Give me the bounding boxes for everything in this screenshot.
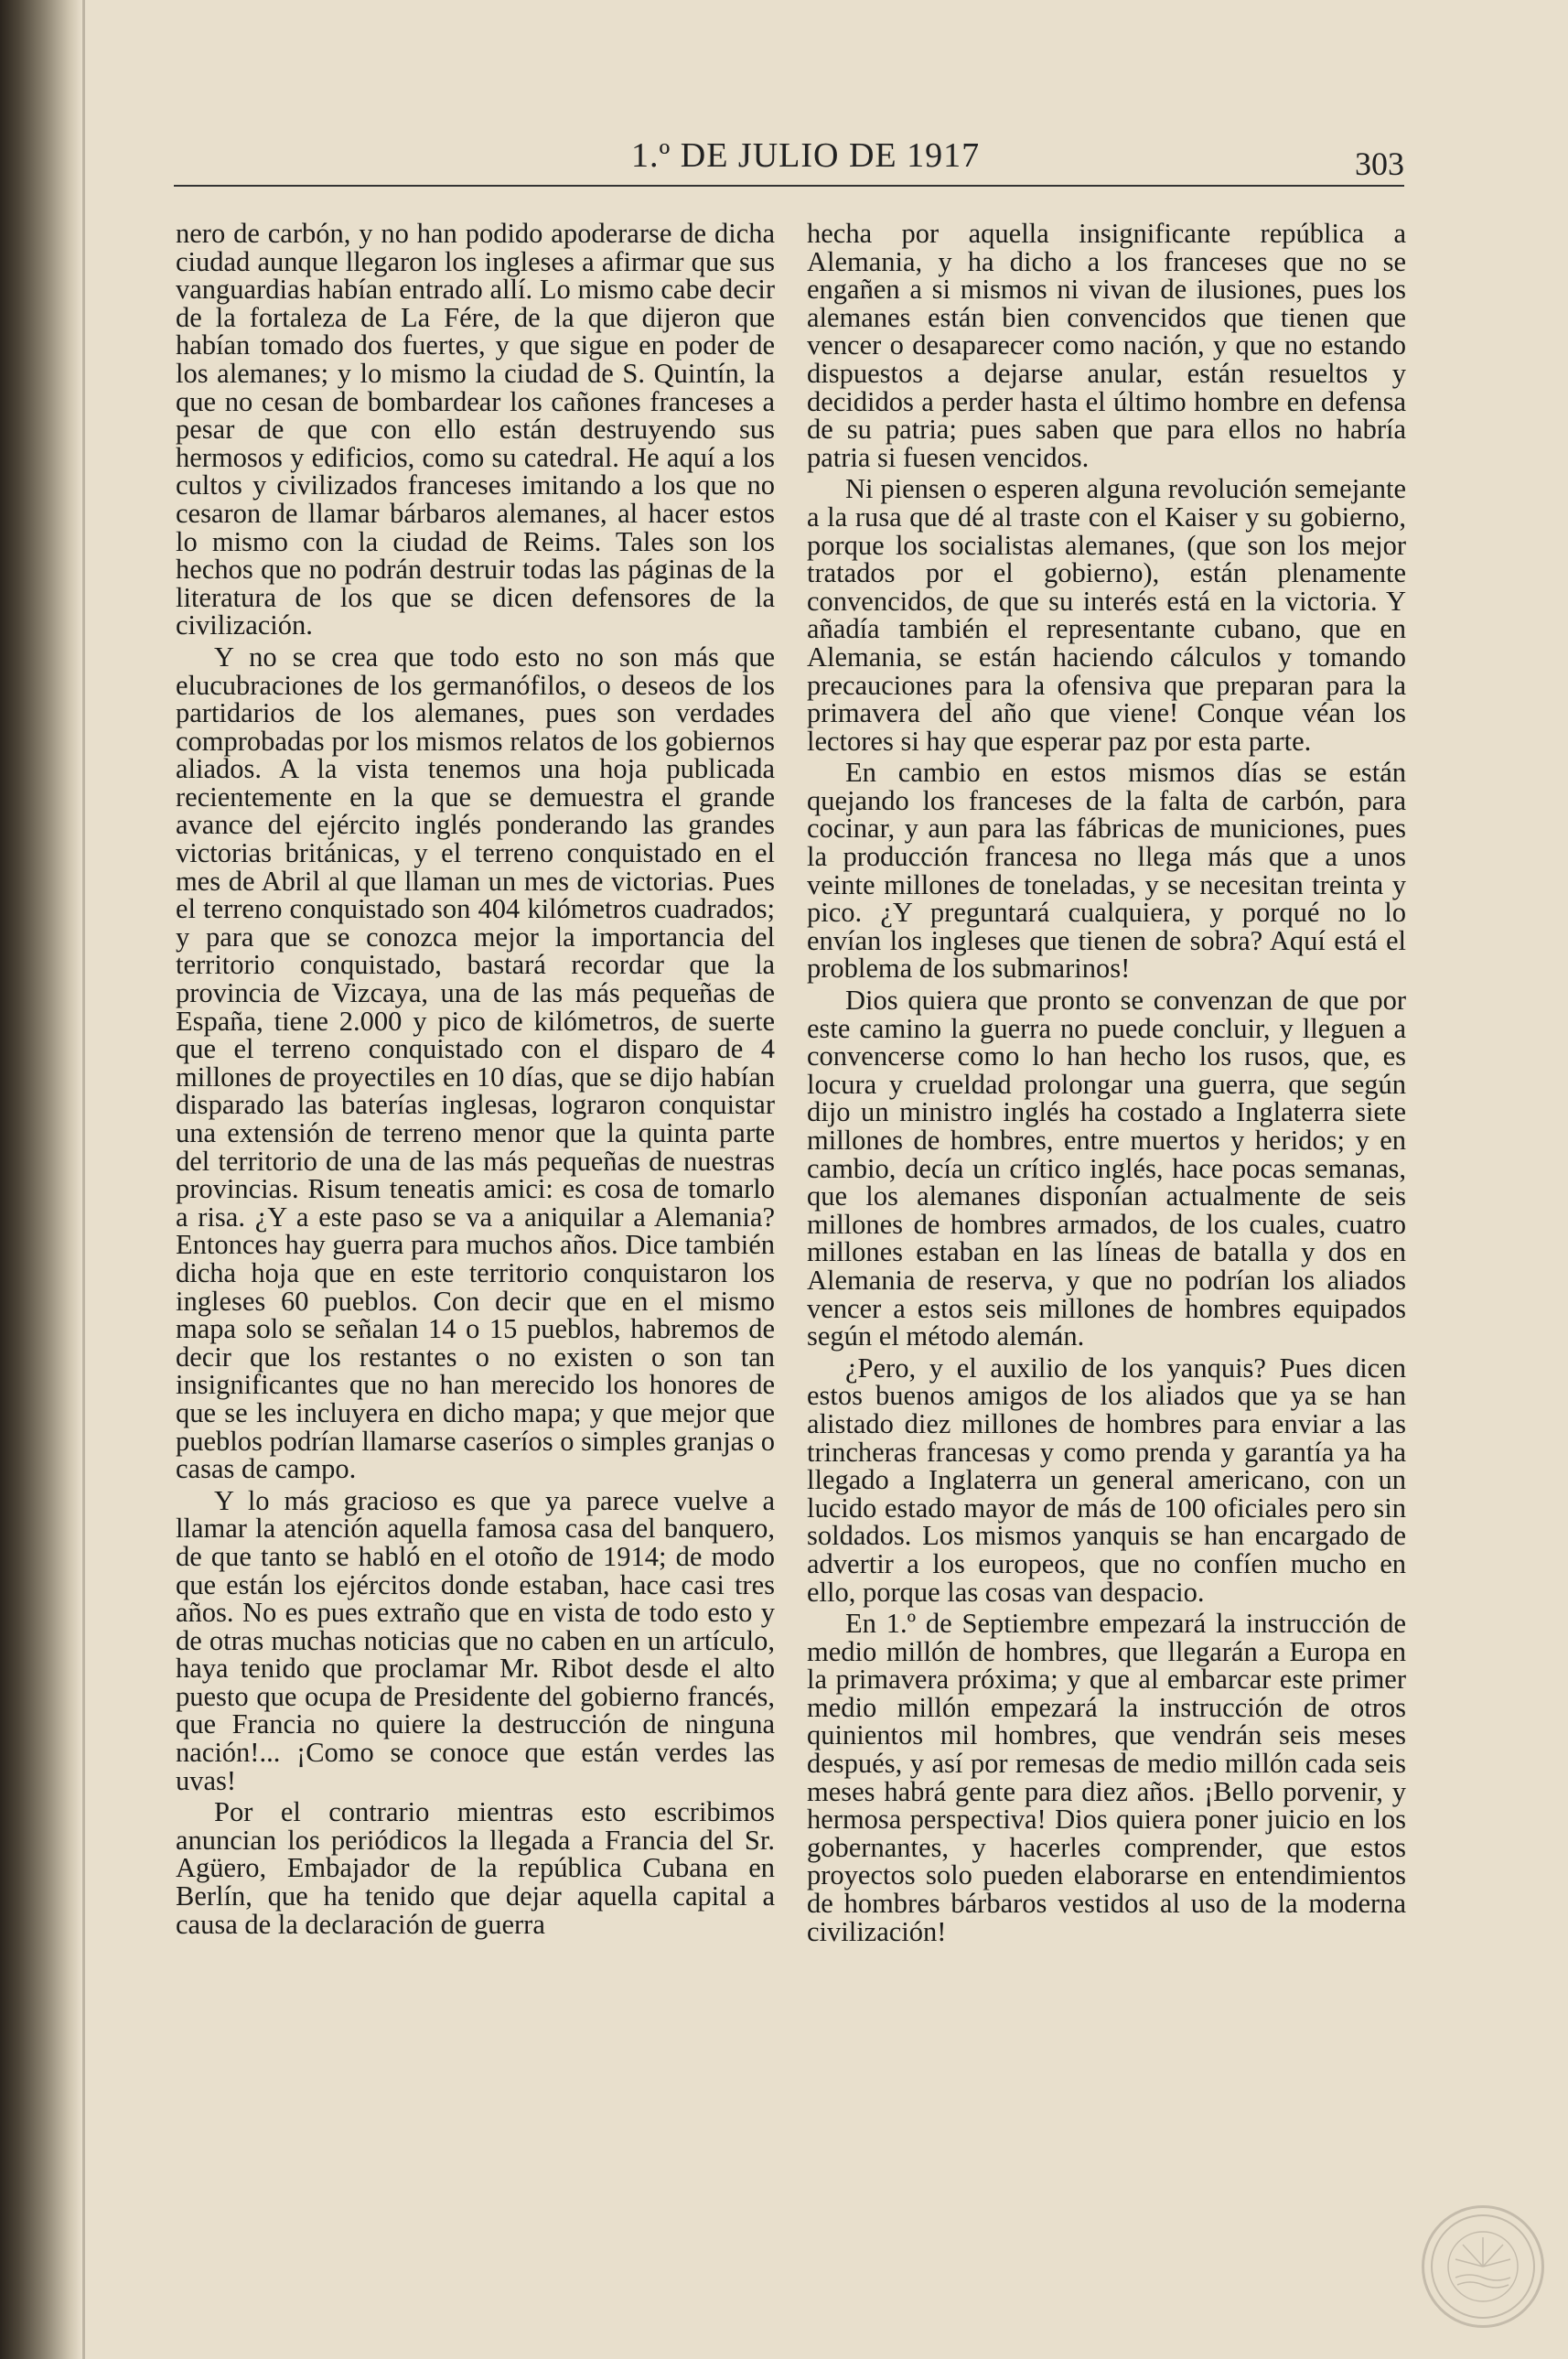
seal-graphic	[1428, 2212, 1538, 2321]
header-rule	[174, 185, 1404, 187]
paragraph: nero de carbón, y no han podido apoderarse de dicha ciudad aunque llegaron los ingleses a afirmar que sus vanguardias habían entrado allí. Lo mismo cabe decir de la fortaleza de La Fére, de la que dijeron que habían tomado dos fuertes, y que sigue en poder de los alemanes; y lo mismo la ciudad de S. Quintín, la que no cesan de bombardear los cañones franceses a pesar de que con ello están destruyendo sus hermosos y edificios, como su catedral. He aquí a los cultos y civilizados franceses imitando a los que no cesaron de llamar bárbaros alemanes, al hacer estos lo mismo con la ciudad de Reims. Tales son los hechos que no podrán destruir todas las páginas de la literatura de los que se dicen defensores de la civilización.	[176, 218, 775, 641]
paragraph: Dios quiera que pronto se convenzan de que por este camino la guerra no puede concluir, y lleguen a convencerse como lo han hecho los rusos, que, es locura y crueldad prolongar una guerra, que según dijo un ministro inglés ha costado a Inglaterra siete millones de hombres, entre muertos y heridos; y en cambio, decía un crítico inglés, hace pocas semanas, que los alemanes disponían actualmente de seis millones de hombres armados, de los cuales, cuatro millones estaban en las líneas de batalla y dos en Alemania de reserva, y que no podrían los aliados vencer a estos seis millones de hombres equipados según el método alemán.	[807, 985, 1406, 1352]
page-edge	[82, 0, 85, 2359]
header-date: 1.º DE JULIO DE 1917	[631, 136, 981, 175]
paragraph: En 1.º de Septiembre empezará la instrucción de medio millón de hombres, que llegarán a Europa en la primavera próxima; y que al embarcar este primer medio millón empezará la instrucción de otros quinientos mil hombres, que vendrán seis meses después, y así por remesas de medio millón cada seis meses habrá gente para diez años. ¡Bello porvenir, y hermosa perspectiva! Dios quiera poner juicio en los gobernantes, y hacerles comprender, que estos proyectos solo pueden elaborarse en entendimientos de hombres bárbaros vestidos al uso de la moderna civilización!	[807, 1608, 1406, 1947]
paragraph: Ni piensen o esperen alguna revolución semejante a la rusa que dé al traste con el Kaiser y su gobierno, porque los socialistas alemanes, (que son los mejor tratados por el gobierno), están plenamente convencidos, de que su interés está en la victoria. Y añadía también el representante cubano, que en Alemania, se están haciendo cálculos y tomando precauciones para la ofensiva que preparan para la primavera del año que viene! Conque véan los lectores si hay que esperar paz por esta parte.	[807, 473, 1406, 757]
library-seal-icon	[1422, 2205, 1544, 2328]
paragraph: En cambio en estos mismos días se están quejando los franceses de la falta de carbón, para cocinar, y aun para las fábricas de municiones, pues la producción francesa no llega más que a unos veinte millones de toneladas, y se necesitan treinta y pico. ¿Y preguntará cualquiera, y porqué no lo envían los ingleses que tienen de sobra? Aquí está el problema de los submarinos!	[807, 757, 1406, 985]
paragraph: Y lo más gracioso es que ya parece vuelve a llamar la atención aquella famosa casa del banquero, de que tanto se habló en el otoño de 1914; de modo que están los ejércitos donde estaban, hace casi tres años. No es pues extraño que en vista de todo esto y de otras muchas noticias que no caben en un artículo, haya tenido que proclamar Mr. Ribot desde el alto puesto que ocupa de Presidente del gobierno francés, que Francia no quiere la destrucción de ninguna nación!... ¡Como se conoce que están verdes las uvas!	[176, 1484, 775, 1796]
running-header	[174, 128, 1404, 192]
paragraph: hecha por aquella insignificante república a Alemania, y ha dicho a los franceses que no se engañen a si mismos ni vivan de ilusiones, pues los alemanes están bien convencidos que tienen que vencer o desaparecer como nación, y que no estando dispuestos a dejarse anular, están resueltos y decididos a perder hasta el último hombre en defensa de su patria; pues saben que para ellos no habría patria si fuesen vencidos.	[807, 218, 1406, 473]
page-number: 303	[1355, 145, 1404, 182]
right-column	[807, 220, 1406, 1945]
left-column	[176, 220, 775, 1938]
paragraph: Por el contrario mientras esto escribimos anuncian los periódicos la llegada a Francia del Sr. Agüero, Embajador de la república Cubana en Berlín, que ha tenido que dejar aquella capital a causa de la declaración de guerra	[176, 1796, 775, 1940]
paragraph: Y no se crea que todo esto no son más que elucubraciones de los germanófilos, o deseos de los partidarios de los alemanes, pues son verdades comprobadas por los mismos relatos de los gobiernos aliados. A la vista tenemos una hoja publicada recientemente en la que se demuestra el grande avance del ejército inglés ponderando las grandes victorias británicas, y el terreno conquistado en el mes de Abril al que llaman un mes de victorias. Pues el terreno conquistado son 404 kilómetros cuadrados; y para que se conozca mejor la importancia del territorio conquistado, bastará recordar que la provincia de Vizcaya, una de las más pequeñas de España, tiene 2.000 y pico de kilómetros, de suerte que el terreno conquistado con el disparo de 4 millones de proyectiles en 10 días, que se dijo habían disparado las baterías inglesas, lograron conquistar una extensión de terreno menor que la quinta parte del territorio de una de las más pequeñas de nuestras provincias. Risum teneatis amici: es cosa de tomarlo a risa. ¿Y a este paso se va a aniquilar a Alemania? Entonces hay guerra para muchos años. Dice también dicha hoja que en este territorio conquistaron los ingleses 60 pueblos. Con decir que en el mismo mapa solo se señalan 14 o 15 pueblos, habremos de decir que los restantes o no existen o son tan insignificantes que no han merecido los honores de que se les incluyera en dicho mapa; y que mejor que pueblos podrían llamarse caseríos o simples granjas o casas de campo.	[176, 641, 775, 1485]
book-gutter-shadow	[0, 0, 82, 2359]
paragraph: ¿Pero, y el auxilio de los yanquis? Pues dicen estos buenos amigos de los aliados que ya se han alistado diez millones de hombres para enviar a las trincheras francesas y como prenda y garantía ya ha llegado a Inglaterra un general americano, con un lucido estado mayor de más de 100 oficiales pero sin soldados. Los mismos yanquis se han encargado de advertir a los europeos, que no confíen mucho en ello, porque las cosas van despacio.	[807, 1352, 1406, 1608]
